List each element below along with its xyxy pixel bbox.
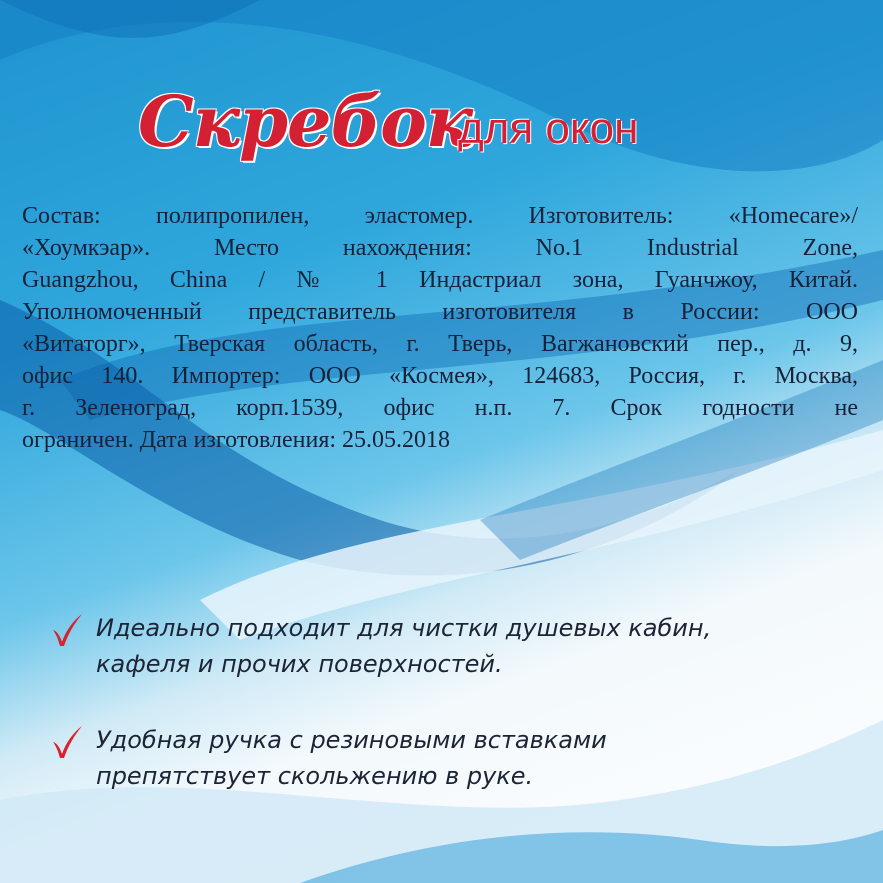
- composition-line: Состав: полипропилен, эластомер. Изготовитель: «Homecare»/: [22, 203, 858, 229]
- title-subtitle-text: для окон: [458, 104, 639, 153]
- feature-line: Удобная ручка с резиновыми вставками: [96, 726, 607, 754]
- composition-line: ограничен. Дата изготовления: 25.05.2018: [22, 427, 451, 453]
- check-icon: [50, 612, 84, 648]
- feature-line: кафеля и прочих поверхностей.: [96, 650, 503, 678]
- check-icon: [50, 724, 84, 760]
- composition-line: Уполномоченный представитель изготовителя в России: ООО: [22, 299, 858, 325]
- product-title: [138, 80, 858, 190]
- composition-line: офис 140. Импортер: ООО «Космея», 124683, Россия, г. Москва,: [22, 363, 858, 389]
- feature-text: [96, 610, 711, 682]
- feature-text: [96, 722, 607, 794]
- composition-line: «Хоумкэар». Место нахождения: No.1 Industrial Zone,: [22, 235, 858, 261]
- title-script-text: Скребок: [138, 80, 473, 163]
- composition-text-block: [22, 200, 858, 456]
- composition-line: г. Зеленоград, корп.1539, офис н.п. 7. Срок годности не: [22, 395, 858, 421]
- feature-line: препятствует скольжению в руке.: [96, 762, 534, 790]
- composition-line: «Витаторг», Тверская область, г. Тверь, Вагжановский пер., д. 9,: [22, 331, 858, 357]
- composition-line: Guangzhou, China / № 1 Индастриал зона, Гуанчжоу, Китай.: [22, 267, 858, 293]
- feature-line: Идеально подходит для чистки душевых кабин,: [96, 614, 712, 642]
